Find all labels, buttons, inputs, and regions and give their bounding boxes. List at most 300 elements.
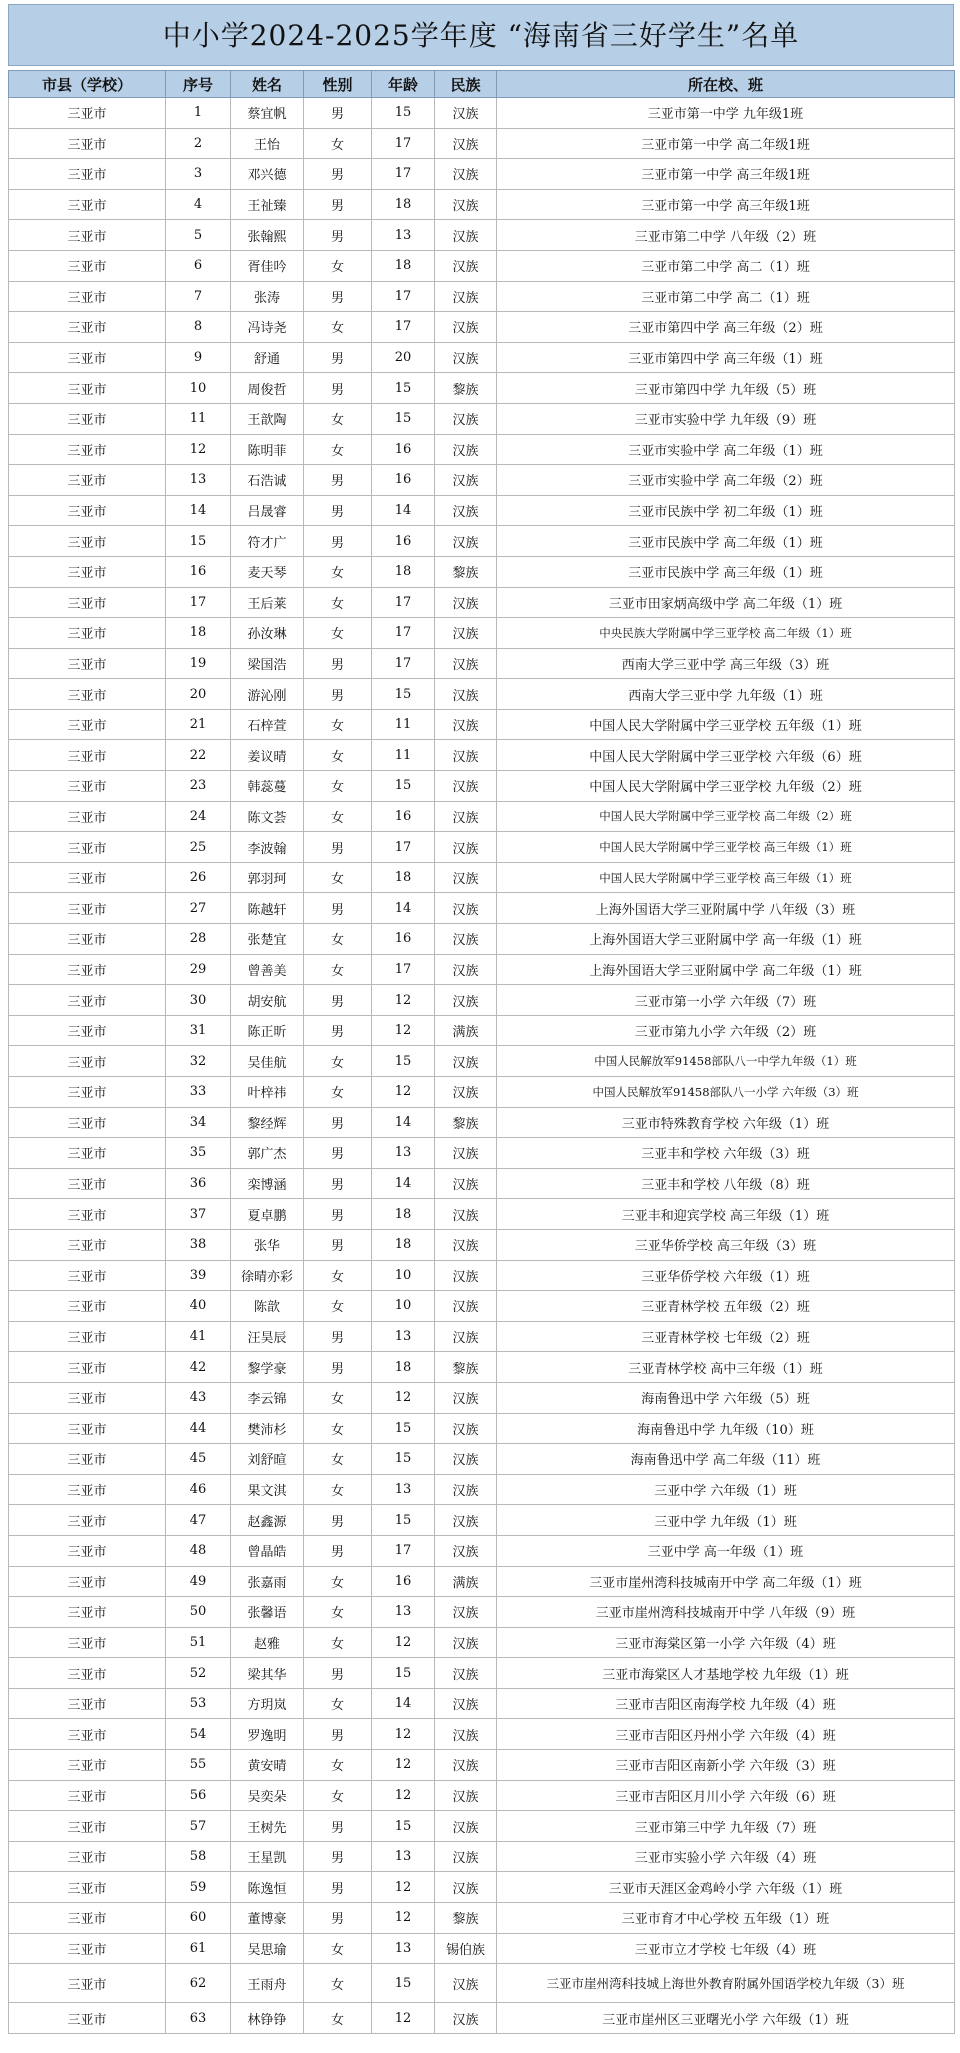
cell-age[interactable]: 15 xyxy=(372,1811,435,1842)
cell-city[interactable]: 三亚市 xyxy=(9,954,166,985)
cell-city[interactable]: 三亚市 xyxy=(9,556,166,587)
cell-age[interactable]: 18 xyxy=(372,1199,435,1230)
cell-school-class[interactable]: 三亚中学 六年级（1）班 xyxy=(497,1474,955,1505)
cell-gender[interactable]: 女 xyxy=(304,1291,372,1322)
cell-city[interactable]: 三亚市 xyxy=(9,1046,166,1077)
cell-age[interactable]: 17 xyxy=(372,312,435,343)
cell-city[interactable]: 三亚市 xyxy=(9,1199,166,1230)
cell-ethnicity[interactable]: 汉族 xyxy=(435,1811,497,1842)
cell-index[interactable]: 16 xyxy=(166,556,231,587)
cell-age[interactable]: 14 xyxy=(372,1168,435,1199)
cell-school-class[interactable]: 三亚市田家炳高级中学 高二年级（1）班 xyxy=(497,587,955,618)
cell-index[interactable]: 51 xyxy=(166,1627,231,1658)
cell-age[interactable]: 15 xyxy=(372,1444,435,1475)
cell-age[interactable]: 17 xyxy=(372,587,435,618)
cell-ethnicity[interactable]: 汉族 xyxy=(435,342,497,373)
cell-index[interactable]: 36 xyxy=(166,1168,231,1199)
cell-city[interactable]: 三亚市 xyxy=(9,1291,166,1322)
cell-name[interactable]: 郭羽珂 xyxy=(231,862,304,893)
cell-school-class[interactable]: 三亚市吉阳区月川小学 六年级（6）班 xyxy=(497,1780,955,1811)
cell-name[interactable]: 张楚宜 xyxy=(231,924,304,955)
cell-gender[interactable]: 男 xyxy=(304,373,372,404)
cell-gender[interactable]: 女 xyxy=(304,740,372,771)
cell-ethnicity[interactable]: 汉族 xyxy=(435,1597,497,1628)
cell-index[interactable]: 15 xyxy=(166,526,231,557)
cell-school-class[interactable]: 西南大学三亚中学 高三年级（3）班 xyxy=(497,648,955,679)
cell-index[interactable]: 42 xyxy=(166,1352,231,1383)
cell-gender[interactable]: 男 xyxy=(304,1015,372,1046)
cell-age[interactable]: 16 xyxy=(372,801,435,832)
cell-gender[interactable]: 女 xyxy=(304,1627,372,1658)
cell-school-class[interactable]: 中国人民解放军91458部队八一中学九年级（1）班 xyxy=(497,1046,955,1077)
cell-gender[interactable]: 女 xyxy=(304,924,372,955)
cell-city[interactable]: 三亚市 xyxy=(9,403,166,434)
cell-gender[interactable]: 男 xyxy=(304,1535,372,1566)
cell-ethnicity[interactable]: 汉族 xyxy=(435,1321,497,1352)
cell-ethnicity[interactable]: 汉族 xyxy=(435,985,497,1016)
cell-age[interactable]: 17 xyxy=(372,832,435,863)
cell-school-class[interactable]: 三亚市海棠区人才基地学校 九年级（1）班 xyxy=(497,1658,955,1689)
cell-name[interactable]: 刘舒暄 xyxy=(231,1444,304,1475)
cell-city[interactable]: 三亚市 xyxy=(9,1474,166,1505)
cell-ethnicity[interactable]: 汉族 xyxy=(435,1505,497,1536)
cell-school-class[interactable]: 三亚市实验中学 高二年级（2）班 xyxy=(497,465,955,496)
cell-school-class[interactable]: 中国人民大学附属中学三亚学校 高二年级（2）班 xyxy=(497,801,955,832)
cell-school-class[interactable]: 三亚丰和学校 八年级（8）班 xyxy=(497,1168,955,1199)
cell-ethnicity[interactable]: 汉族 xyxy=(435,1780,497,1811)
cell-ethnicity[interactable]: 汉族 xyxy=(435,1413,497,1444)
cell-ethnicity[interactable]: 黎族 xyxy=(435,1352,497,1383)
cell-school-class[interactable]: 三亚华侨学校 六年级（1）班 xyxy=(497,1260,955,1291)
cell-school-class[interactable]: 三亚市实验小学 六年级（4）班 xyxy=(497,1841,955,1872)
cell-ethnicity[interactable]: 汉族 xyxy=(435,1046,497,1077)
cell-school-class[interactable]: 三亚市第二中学 八年级（2）班 xyxy=(497,220,955,251)
cell-gender[interactable]: 女 xyxy=(304,1260,372,1291)
cell-school-class[interactable]: 上海外国语大学三亚附属中学 高一年级（1）班 xyxy=(497,924,955,955)
cell-name[interactable]: 陈越轩 xyxy=(231,893,304,924)
cell-name[interactable]: 孙汝琳 xyxy=(231,618,304,649)
cell-gender[interactable]: 女 xyxy=(304,1382,372,1413)
cell-age[interactable]: 12 xyxy=(372,985,435,1016)
header-name[interactable]: 姓名 xyxy=(231,71,304,98)
cell-name[interactable]: 徐晴亦彩 xyxy=(231,1260,304,1291)
cell-city[interactable]: 三亚市 xyxy=(9,1535,166,1566)
cell-gender[interactable]: 男 xyxy=(304,1811,372,1842)
cell-name[interactable]: 符才广 xyxy=(231,526,304,557)
cell-age[interactable]: 15 xyxy=(372,1658,435,1689)
cell-name[interactable]: 李波翰 xyxy=(231,832,304,863)
cell-school-class[interactable]: 中国人民解放军91458部队八一小学 六年级（3）班 xyxy=(497,1077,955,1108)
cell-city[interactable]: 三亚市 xyxy=(9,924,166,955)
cell-city[interactable]: 三亚市 xyxy=(9,1107,166,1138)
cell-gender[interactable]: 女 xyxy=(304,709,372,740)
cell-school-class[interactable]: 三亚丰和迎宾学校 高三年级（1）班 xyxy=(497,1199,955,1230)
cell-ethnicity[interactable]: 汉族 xyxy=(435,709,497,740)
cell-index[interactable]: 10 xyxy=(166,373,231,404)
cell-school-class[interactable]: 三亚市第一中学 高三年级1班 xyxy=(497,159,955,190)
cell-gender[interactable]: 男 xyxy=(304,495,372,526)
cell-name[interactable]: 石梓萱 xyxy=(231,709,304,740)
cell-name[interactable]: 蔡宜帆 xyxy=(231,98,304,129)
cell-name[interactable]: 汪昊辰 xyxy=(231,1321,304,1352)
cell-city[interactable]: 三亚市 xyxy=(9,1352,166,1383)
cell-gender[interactable]: 男 xyxy=(304,159,372,190)
cell-ethnicity[interactable]: 汉族 xyxy=(435,1872,497,1903)
cell-index[interactable]: 49 xyxy=(166,1566,231,1597)
cell-age[interactable]: 17 xyxy=(372,159,435,190)
cell-ethnicity[interactable]: 汉族 xyxy=(435,954,497,985)
cell-index[interactable]: 19 xyxy=(166,648,231,679)
cell-city[interactable]: 三亚市 xyxy=(9,1321,166,1352)
cell-ethnicity[interactable]: 汉族 xyxy=(435,495,497,526)
cell-age[interactable]: 13 xyxy=(372,1138,435,1169)
cell-school-class[interactable]: 三亚市第四中学 高三年级（2）班 xyxy=(497,312,955,343)
cell-index[interactable]: 20 xyxy=(166,679,231,710)
cell-city[interactable]: 三亚市 xyxy=(9,159,166,190)
cell-ethnicity[interactable]: 汉族 xyxy=(435,220,497,251)
cell-gender[interactable]: 男 xyxy=(304,342,372,373)
cell-name[interactable]: 张馨语 xyxy=(231,1597,304,1628)
cell-index[interactable]: 9 xyxy=(166,342,231,373)
cell-gender[interactable]: 男 xyxy=(304,98,372,129)
cell-school-class[interactable]: 三亚市第二中学 高二（1）班 xyxy=(497,281,955,312)
header-ethnicity[interactable]: 民族 xyxy=(435,71,497,98)
cell-age[interactable]: 13 xyxy=(372,1321,435,1352)
cell-school-class[interactable]: 三亚市立才学校 七年级（4）班 xyxy=(497,1933,955,1964)
cell-school-class[interactable]: 三亚市第九小学 六年级（2）班 xyxy=(497,1015,955,1046)
cell-index[interactable]: 56 xyxy=(166,1780,231,1811)
cell-school-class[interactable]: 西南大学三亚中学 九年级（1）班 xyxy=(497,679,955,710)
cell-age[interactable]: 16 xyxy=(372,465,435,496)
cell-city[interactable]: 三亚市 xyxy=(9,801,166,832)
cell-gender[interactable]: 女 xyxy=(304,1444,372,1475)
cell-index[interactable]: 31 xyxy=(166,1015,231,1046)
cell-city[interactable]: 三亚市 xyxy=(9,771,166,802)
cell-ethnicity[interactable]: 汉族 xyxy=(435,128,497,159)
cell-name[interactable]: 梁其华 xyxy=(231,1658,304,1689)
cell-gender[interactable]: 女 xyxy=(304,556,372,587)
cell-index[interactable]: 13 xyxy=(166,465,231,496)
cell-gender[interactable]: 男 xyxy=(304,1138,372,1169)
cell-age[interactable]: 17 xyxy=(372,618,435,649)
cell-gender[interactable]: 女 xyxy=(304,434,372,465)
cell-age[interactable]: 14 xyxy=(372,495,435,526)
cell-gender[interactable]: 男 xyxy=(304,1168,372,1199)
cell-school-class[interactable]: 三亚中学 九年级（1）班 xyxy=(497,1505,955,1536)
cell-name[interactable]: 王歆陶 xyxy=(231,403,304,434)
cell-name[interactable]: 邓兴德 xyxy=(231,159,304,190)
cell-index[interactable]: 3 xyxy=(166,159,231,190)
cell-school-class[interactable]: 三亚市第一中学 高三年级1班 xyxy=(497,189,955,220)
cell-school-class[interactable]: 三亚青林学校 七年级（2）班 xyxy=(497,1321,955,1352)
cell-gender[interactable]: 女 xyxy=(304,1413,372,1444)
cell-name[interactable]: 张嘉雨 xyxy=(231,1566,304,1597)
cell-school-class[interactable]: 中央民族大学附属中学三亚学校 高二年级（1）班 xyxy=(497,618,955,649)
cell-city[interactable]: 三亚市 xyxy=(9,189,166,220)
cell-name[interactable]: 冯诗尧 xyxy=(231,312,304,343)
cell-city[interactable]: 三亚市 xyxy=(9,832,166,863)
cell-ethnicity[interactable]: 汉族 xyxy=(435,189,497,220)
cell-index[interactable]: 34 xyxy=(166,1107,231,1138)
cell-school-class[interactable]: 上海外国语大学三亚附属中学 八年级（3）班 xyxy=(497,893,955,924)
cell-name[interactable]: 张涛 xyxy=(231,281,304,312)
cell-school-class[interactable]: 三亚市吉阳区南海学校 九年级（4）班 xyxy=(497,1688,955,1719)
header-age[interactable]: 年龄 xyxy=(372,71,435,98)
cell-ethnicity[interactable]: 汉族 xyxy=(435,403,497,434)
cell-ethnicity[interactable]: 汉族 xyxy=(435,526,497,557)
cell-index[interactable]: 32 xyxy=(166,1046,231,1077)
cell-index[interactable]: 27 xyxy=(166,893,231,924)
cell-ethnicity[interactable]: 汉族 xyxy=(435,648,497,679)
cell-school-class[interactable]: 三亚市第一中学 高二年级1班 xyxy=(497,128,955,159)
cell-ethnicity[interactable]: 黎族 xyxy=(435,1903,497,1934)
cell-city[interactable]: 三亚市 xyxy=(9,2003,166,2034)
cell-name[interactable]: 张华 xyxy=(231,1229,304,1260)
cell-gender[interactable]: 女 xyxy=(304,1046,372,1077)
cell-name[interactable]: 王怡 xyxy=(231,128,304,159)
cell-name[interactable]: 石浩诚 xyxy=(231,465,304,496)
cell-index[interactable]: 12 xyxy=(166,434,231,465)
cell-name[interactable]: 韩蕊蔓 xyxy=(231,771,304,802)
cell-age[interactable]: 15 xyxy=(372,403,435,434)
cell-ethnicity[interactable]: 汉族 xyxy=(435,2003,497,2034)
cell-index[interactable]: 8 xyxy=(166,312,231,343)
cell-city[interactable]: 三亚市 xyxy=(9,1505,166,1536)
cell-ethnicity[interactable]: 黎族 xyxy=(435,556,497,587)
cell-name[interactable]: 曾晶皓 xyxy=(231,1535,304,1566)
cell-index[interactable]: 37 xyxy=(166,1199,231,1230)
cell-index[interactable]: 11 xyxy=(166,403,231,434)
cell-age[interactable]: 15 xyxy=(372,679,435,710)
cell-ethnicity[interactable]: 汉族 xyxy=(435,98,497,129)
cell-city[interactable]: 三亚市 xyxy=(9,312,166,343)
cell-city[interactable]: 三亚市 xyxy=(9,1750,166,1781)
cell-city[interactable]: 三亚市 xyxy=(9,709,166,740)
cell-index[interactable]: 35 xyxy=(166,1138,231,1169)
cell-school-class[interactable]: 三亚市实验中学 高二年级（1）班 xyxy=(497,434,955,465)
cell-index[interactable]: 43 xyxy=(166,1382,231,1413)
cell-index[interactable]: 41 xyxy=(166,1321,231,1352)
cell-city[interactable]: 三亚市 xyxy=(9,342,166,373)
cell-ethnicity[interactable]: 汉族 xyxy=(435,312,497,343)
cell-ethnicity[interactable]: 汉族 xyxy=(435,281,497,312)
cell-index[interactable]: 29 xyxy=(166,954,231,985)
cell-index[interactable]: 45 xyxy=(166,1444,231,1475)
cell-index[interactable]: 58 xyxy=(166,1841,231,1872)
cell-name[interactable]: 陈明菲 xyxy=(231,434,304,465)
cell-index[interactable]: 63 xyxy=(166,2003,231,2034)
cell-city[interactable]: 三亚市 xyxy=(9,526,166,557)
cell-age[interactable]: 13 xyxy=(372,220,435,251)
cell-school-class[interactable]: 三亚市崖州区三亚曙光小学 六年级（1）班 xyxy=(497,2003,955,2034)
cell-school-class[interactable]: 三亚市第一中学 九年级1班 xyxy=(497,98,955,129)
cell-gender[interactable]: 女 xyxy=(304,2003,372,2034)
cell-ethnicity[interactable]: 汉族 xyxy=(435,1719,497,1750)
cell-city[interactable]: 三亚市 xyxy=(9,1260,166,1291)
cell-name[interactable]: 林铮铮 xyxy=(231,2003,304,2034)
cell-gender[interactable]: 男 xyxy=(304,1229,372,1260)
cell-index[interactable]: 14 xyxy=(166,495,231,526)
cell-school-class[interactable]: 三亚市吉阳区南新小学 六年级（3）班 xyxy=(497,1750,955,1781)
cell-age[interactable]: 15 xyxy=(372,771,435,802)
cell-city[interactable]: 三亚市 xyxy=(9,985,166,1016)
cell-ethnicity[interactable]: 汉族 xyxy=(435,679,497,710)
cell-city[interactable]: 三亚市 xyxy=(9,1627,166,1658)
cell-name[interactable]: 曾善美 xyxy=(231,954,304,985)
cell-city[interactable]: 三亚市 xyxy=(9,1841,166,1872)
cell-city[interactable]: 三亚市 xyxy=(9,587,166,618)
cell-index[interactable]: 55 xyxy=(166,1750,231,1781)
cell-ethnicity[interactable]: 汉族 xyxy=(435,1688,497,1719)
cell-gender[interactable]: 女 xyxy=(304,587,372,618)
cell-name[interactable]: 陈正昕 xyxy=(231,1015,304,1046)
cell-name[interactable]: 姜议晴 xyxy=(231,740,304,771)
cell-index[interactable]: 48 xyxy=(166,1535,231,1566)
cell-gender[interactable]: 男 xyxy=(304,1505,372,1536)
cell-city[interactable]: 三亚市 xyxy=(9,618,166,649)
cell-index[interactable]: 21 xyxy=(166,709,231,740)
cell-ethnicity[interactable]: 汉族 xyxy=(435,832,497,863)
cell-gender[interactable]: 男 xyxy=(304,1841,372,1872)
cell-gender[interactable]: 男 xyxy=(304,1107,372,1138)
cell-name[interactable]: 夏卓鹏 xyxy=(231,1199,304,1230)
cell-school-class[interactable]: 三亚青林学校 五年级（2）班 xyxy=(497,1291,955,1322)
cell-name[interactable]: 王后莱 xyxy=(231,587,304,618)
cell-ethnicity[interactable]: 汉族 xyxy=(435,1535,497,1566)
header-index[interactable]: 序号 xyxy=(166,71,231,98)
cell-school-class[interactable]: 三亚市民族中学 高三年级（1）班 xyxy=(497,556,955,587)
cell-school-class[interactable]: 三亚市育才中心学校 五年级（1）班 xyxy=(497,1903,955,1934)
cell-city[interactable]: 三亚市 xyxy=(9,281,166,312)
cell-city[interactable]: 三亚市 xyxy=(9,220,166,251)
cell-age[interactable]: 13 xyxy=(372,1474,435,1505)
header-school-class[interactable]: 所在校、班 xyxy=(497,71,955,98)
cell-ethnicity[interactable]: 汉族 xyxy=(435,1138,497,1169)
cell-index[interactable]: 28 xyxy=(166,924,231,955)
cell-school-class[interactable]: 三亚市崖州湾科技城上海世外教育附属外国语学校九年级（3）班 xyxy=(497,1964,955,2003)
cell-ethnicity[interactable]: 汉族 xyxy=(435,1260,497,1291)
cell-index[interactable]: 57 xyxy=(166,1811,231,1842)
cell-city[interactable]: 三亚市 xyxy=(9,250,166,281)
cell-name[interactable]: 郭广杰 xyxy=(231,1138,304,1169)
cell-index[interactable]: 61 xyxy=(166,1933,231,1964)
cell-gender[interactable]: 女 xyxy=(304,1688,372,1719)
cell-name[interactable]: 黎经辉 xyxy=(231,1107,304,1138)
header-city-school[interactable]: 市县（学校） xyxy=(9,71,166,98)
cell-ethnicity[interactable]: 汉族 xyxy=(435,618,497,649)
cell-name[interactable]: 吴思瑜 xyxy=(231,1933,304,1964)
cell-ethnicity[interactable]: 汉族 xyxy=(435,1168,497,1199)
cell-age[interactable]: 12 xyxy=(372,1382,435,1413)
cell-school-class[interactable]: 中国人民大学附属中学三亚学校 六年级（6）班 xyxy=(497,740,955,771)
cell-city[interactable]: 三亚市 xyxy=(9,1168,166,1199)
cell-gender[interactable]: 男 xyxy=(304,220,372,251)
cell-ethnicity[interactable]: 汉族 xyxy=(435,1658,497,1689)
cell-name[interactable]: 胥佳吟 xyxy=(231,250,304,281)
cell-gender[interactable]: 女 xyxy=(304,312,372,343)
cell-city[interactable]: 三亚市 xyxy=(9,1015,166,1046)
cell-age[interactable]: 16 xyxy=(372,1566,435,1597)
cell-gender[interactable]: 女 xyxy=(304,862,372,893)
cell-city[interactable]: 三亚市 xyxy=(9,1597,166,1628)
cell-age[interactable]: 17 xyxy=(372,1535,435,1566)
cell-name[interactable]: 舒通 xyxy=(231,342,304,373)
cell-city[interactable]: 三亚市 xyxy=(9,128,166,159)
cell-age[interactable]: 10 xyxy=(372,1291,435,1322)
cell-name[interactable]: 樊沛杉 xyxy=(231,1413,304,1444)
cell-age[interactable]: 12 xyxy=(372,1780,435,1811)
cell-age[interactable]: 15 xyxy=(372,1413,435,1444)
cell-name[interactable]: 周俊哲 xyxy=(231,373,304,404)
cell-index[interactable]: 40 xyxy=(166,1291,231,1322)
cell-name[interactable]: 黄安晴 xyxy=(231,1750,304,1781)
cell-gender[interactable]: 男 xyxy=(304,1872,372,1903)
cell-index[interactable]: 4 xyxy=(166,189,231,220)
cell-city[interactable]: 三亚市 xyxy=(9,1933,166,1964)
cell-gender[interactable]: 男 xyxy=(304,1658,372,1689)
cell-age[interactable]: 11 xyxy=(372,740,435,771)
cell-city[interactable]: 三亚市 xyxy=(9,495,166,526)
cell-index[interactable]: 6 xyxy=(166,250,231,281)
cell-index[interactable]: 52 xyxy=(166,1658,231,1689)
cell-ethnicity[interactable]: 黎族 xyxy=(435,1107,497,1138)
cell-city[interactable]: 三亚市 xyxy=(9,465,166,496)
cell-gender[interactable]: 男 xyxy=(304,1199,372,1230)
cell-ethnicity[interactable]: 汉族 xyxy=(435,862,497,893)
cell-name[interactable]: 王祉臻 xyxy=(231,189,304,220)
cell-age[interactable]: 12 xyxy=(372,1750,435,1781)
cell-age[interactable]: 13 xyxy=(372,1933,435,1964)
cell-gender[interactable]: 女 xyxy=(304,1077,372,1108)
cell-ethnicity[interactable]: 黎族 xyxy=(435,373,497,404)
cell-index[interactable]: 38 xyxy=(166,1229,231,1260)
cell-age[interactable]: 16 xyxy=(372,434,435,465)
cell-ethnicity[interactable]: 汉族 xyxy=(435,893,497,924)
cell-age[interactable]: 12 xyxy=(372,1903,435,1934)
cell-ethnicity[interactable]: 汉族 xyxy=(435,465,497,496)
cell-school-class[interactable]: 海南鲁迅中学 六年级（5）班 xyxy=(497,1382,955,1413)
cell-ethnicity[interactable]: 满族 xyxy=(435,1566,497,1597)
cell-name[interactable]: 果文淇 xyxy=(231,1474,304,1505)
cell-index[interactable]: 7 xyxy=(166,281,231,312)
cell-city[interactable]: 三亚市 xyxy=(9,1903,166,1934)
header-gender[interactable]: 性别 xyxy=(304,71,372,98)
cell-city[interactable]: 三亚市 xyxy=(9,1413,166,1444)
cell-name[interactable]: 陈歆 xyxy=(231,1291,304,1322)
cell-ethnicity[interactable]: 汉族 xyxy=(435,1291,497,1322)
cell-city[interactable]: 三亚市 xyxy=(9,648,166,679)
cell-age[interactable]: 20 xyxy=(372,342,435,373)
cell-name[interactable]: 赵鑫源 xyxy=(231,1505,304,1536)
cell-index[interactable]: 46 xyxy=(166,1474,231,1505)
cell-ethnicity[interactable]: 汉族 xyxy=(435,1964,497,2003)
cell-age[interactable]: 18 xyxy=(372,1352,435,1383)
cell-index[interactable]: 1 xyxy=(166,98,231,129)
cell-gender[interactable]: 男 xyxy=(304,832,372,863)
cell-school-class[interactable]: 海南鲁迅中学 九年级（10）班 xyxy=(497,1413,955,1444)
cell-school-class[interactable]: 中国人民大学附属中学三亚学校 高三年级（1）班 xyxy=(497,832,955,863)
cell-name[interactable]: 游沁刚 xyxy=(231,679,304,710)
cell-age[interactable]: 18 xyxy=(372,250,435,281)
cell-gender[interactable]: 女 xyxy=(304,1933,372,1964)
cell-age[interactable]: 14 xyxy=(372,893,435,924)
cell-age[interactable]: 16 xyxy=(372,526,435,557)
cell-age[interactable]: 12 xyxy=(372,1077,435,1108)
cell-age[interactable]: 15 xyxy=(372,1046,435,1077)
cell-name[interactable]: 董博豪 xyxy=(231,1903,304,1934)
cell-name[interactable]: 王星凯 xyxy=(231,1841,304,1872)
cell-gender[interactable]: 男 xyxy=(304,679,372,710)
